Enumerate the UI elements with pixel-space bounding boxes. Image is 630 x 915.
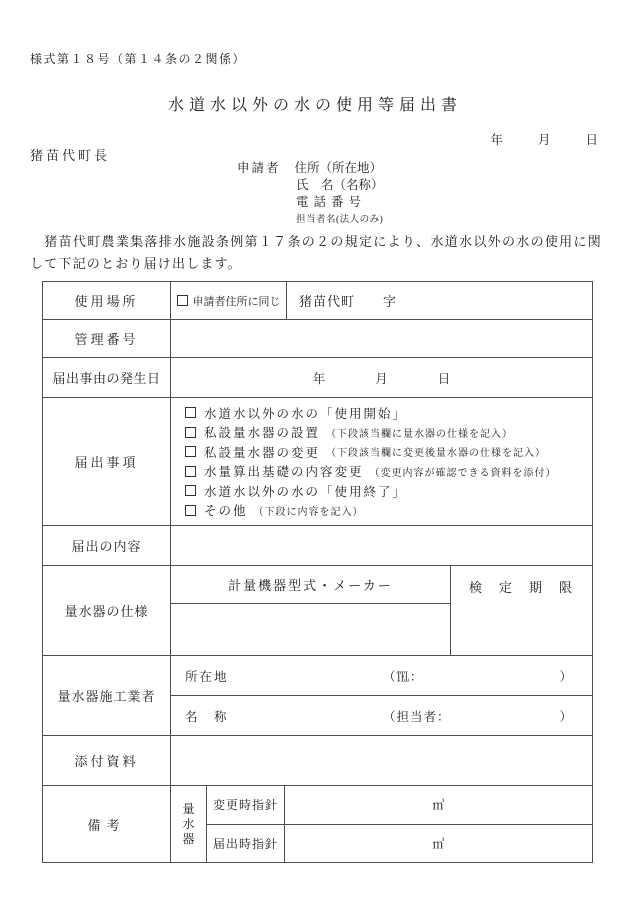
notified-items-options <box>171 403 592 520</box>
occurrence-date-field <box>171 369 592 387</box>
cubic-meter-unit: ㎥ <box>432 798 445 813</box>
option-use-start: 水道水以外の水の「使用開始」 <box>185 403 592 423</box>
checkbox-icon[interactable] <box>185 407 196 418</box>
same-as-applicant-checkbox[interactable] <box>177 295 188 306</box>
notified-items-label: 届出事項 <box>43 398 171 525</box>
management-number-field <box>171 320 592 357</box>
reading-at-change-line <box>207 786 592 825</box>
checkbox-icon[interactable] <box>185 505 196 516</box>
form-number: 様式第１８号（第１４条の２関係） <box>30 52 247 66</box>
contractor-name-line <box>171 696 592 735</box>
year-label: 年 <box>312 371 326 386</box>
row-place-of-use <box>43 282 592 320</box>
reading-at-change-label: 変更時指針 <box>207 786 285 824</box>
notification-table <box>42 281 593 863</box>
row-management-number <box>43 320 592 358</box>
day-label: 日 <box>585 133 598 147</box>
day-label: 日 <box>437 371 451 386</box>
attachments-label: 添付資料 <box>43 736 171 785</box>
applicant-label: 申請者 <box>237 161 281 175</box>
checkbox-icon[interactable] <box>185 466 196 477</box>
option-private-meter-install: 私設量水器の設置 （下段該当欄に量水器の仕様を記入） <box>185 423 592 443</box>
option-note: （下段に内容を記入） <box>253 506 364 518</box>
contractor-address-label: 所在地 <box>185 669 229 684</box>
row-attachments <box>43 736 592 786</box>
row-notified-items <box>43 398 592 526</box>
management-number-label: 管理番号 <box>43 320 171 357</box>
inspection-deadline-header: 検 定 期 限 <box>468 580 574 595</box>
contractor-address-line <box>171 656 592 696</box>
checkbox-icon[interactable] <box>185 485 196 496</box>
row-notification-content <box>43 526 592 566</box>
remarks-label: 備考 <box>43 786 171 862</box>
meter-vertical-label: 量 水 器 <box>171 786 207 862</box>
addressee: 猪苗代町長 <box>30 148 111 163</box>
month-label: 月 <box>375 371 388 386</box>
meter-spec-label: 量水器の仕様 <box>43 566 171 655</box>
paren-close: ） <box>559 669 572 684</box>
checkbox-icon[interactable] <box>185 427 196 438</box>
same-as-applicant-cell <box>171 282 287 319</box>
place-value: 猪苗代町 字 <box>299 294 398 309</box>
reading-at-notification-field <box>285 825 592 863</box>
applicant-contact-label: 担当者名(法人のみ) <box>296 215 384 225</box>
meter-contractor-label: 量水器施工業者 <box>43 656 171 735</box>
cubic-meter-unit: ㎥ <box>432 836 445 851</box>
option-private-meter-change: 私設量水器の変更 （下段該当欄に変更後量水器の仕様を記入） <box>185 442 592 462</box>
paren-close: ） <box>559 709 572 724</box>
reading-at-notification-label: 届出時指針 <box>207 825 285 863</box>
notification-content-field <box>171 526 592 565</box>
reading-at-notification-line <box>207 825 592 863</box>
month-label: 月 <box>537 133 551 147</box>
option-other: その他 （下段に内容を記入） <box>185 501 592 521</box>
notification-content-label: 届出の内容 <box>43 526 171 565</box>
applicant-phone-label: 電話番号 <box>296 195 367 209</box>
place-of-use-label: 使用場所 <box>43 282 171 319</box>
meter-model-field <box>171 604 450 655</box>
applicant-block <box>237 160 384 229</box>
year-label: 年 <box>490 133 503 147</box>
row-meter-spec <box>43 566 592 656</box>
contractor-person-label: （担当者： <box>383 709 451 724</box>
row-occurrence-date <box>43 358 592 398</box>
option-note: （変更内容が確認できる資料を添付） <box>369 467 557 479</box>
form-title: 水道水以外の水の使用等届出書 <box>167 97 462 114</box>
option-use-end: 水道水以外の水の「使用終了」 <box>185 481 592 501</box>
contractor-name-label: 名 称 <box>185 709 229 724</box>
option-note: （下段該当欄に量水器の仕様を記入） <box>326 428 514 440</box>
option-volume-basis-change: 水量算出基礎の内容変更 （変更内容が確認できる資料を添付） <box>185 462 592 482</box>
reading-at-change-field <box>285 786 592 824</box>
occurrence-date-label: 届出事由の発生日 <box>43 358 171 397</box>
intro-paragraph: 猪苗代町農業集落排水施設条例第１７条の２の規定により、水道水以外の水の使用に関して下記のとおり届け出します。 <box>30 234 602 271</box>
contractor-tel-label: （℡： <box>383 669 424 684</box>
option-note: （下段該当欄に変更後量水器の仕様を記入） <box>326 448 547 460</box>
row-remarks <box>43 786 592 862</box>
applicant-name-label: 氏 名（名称） <box>296 178 384 192</box>
row-meter-contractor <box>43 656 592 736</box>
meter-model-header: 計量機器型式・メーカー <box>171 566 450 604</box>
attachments-field <box>171 736 592 785</box>
checkbox-icon[interactable] <box>185 446 196 457</box>
same-as-applicant-label: 申請者住所に同じ <box>192 295 281 308</box>
applicant-address-label: 住所（所在地） <box>294 161 383 175</box>
